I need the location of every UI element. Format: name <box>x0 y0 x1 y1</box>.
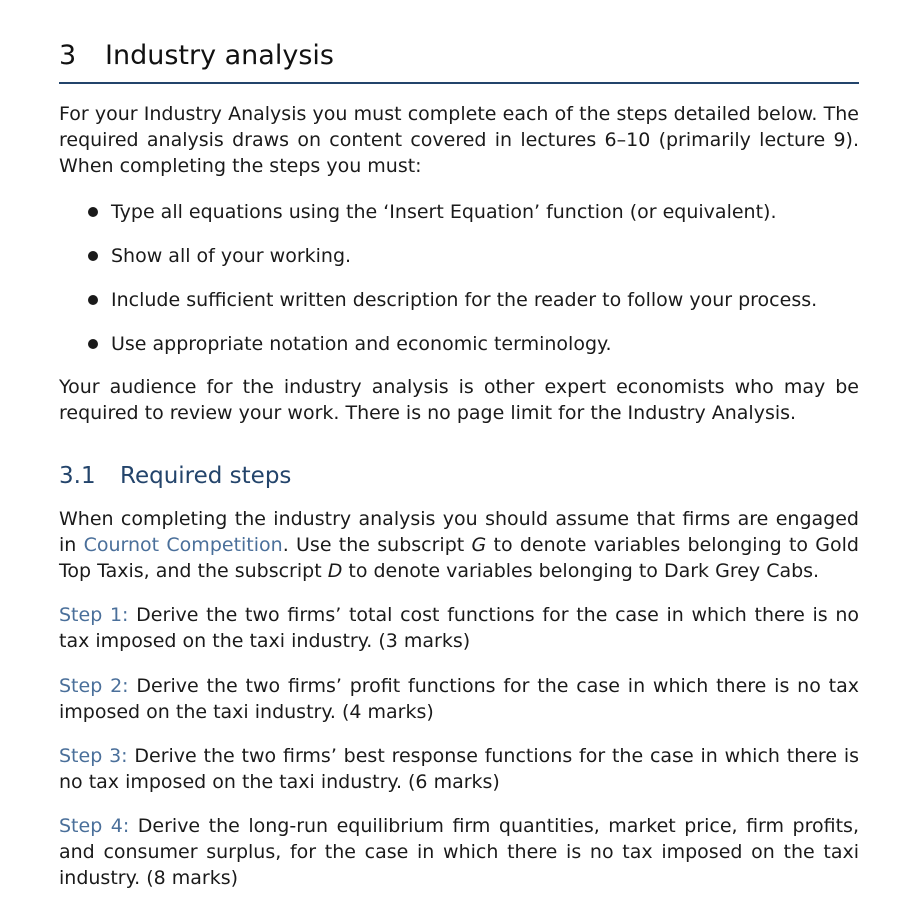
subsection-title: Required steps <box>120 463 292 489</box>
list-item <box>59 331 859 375</box>
step-4-label[interactable]: Step 4: <box>59 815 130 837</box>
step-4 <box>59 813 859 891</box>
list-item-text: Type all equations using the ‘Insert Equation’ function (or equivalent). <box>111 201 777 223</box>
assumption-text: . Use the subscript <box>282 534 472 556</box>
cournot-competition-link[interactable]: Cournot Competition <box>83 534 283 556</box>
bullet-icon <box>88 339 98 349</box>
assumption-text: to denote variables belonging to Dark Grey Cabs. <box>342 560 820 582</box>
assumption-text: to denote variables belonging to Gold Top Taxis, and the subscript <box>59 534 859 582</box>
bullet-icon <box>88 207 98 217</box>
section-heading <box>59 38 859 84</box>
list-item-text: Include sufficient written description for the reader to follow your process. <box>111 289 818 311</box>
subscript-d: D <box>327 560 343 582</box>
step-3 <box>59 743 859 795</box>
section-title: Industry analysis <box>105 40 334 71</box>
subsection-number: 3.1 <box>59 463 96 489</box>
step-2-label[interactable]: Step 2: <box>59 675 129 697</box>
assumption-paragraph <box>59 506 859 584</box>
step-1-text: Derive the two firms’ total cost functions for the case in which there is no tax imposed on the taxi industry. (3 marks) <box>59 604 860 652</box>
step-4-text: Derive the long-run equilibrium firm quantities, market price, firm profits, and consumer surplus, for the case in which there is no tax imposed on the taxi industry. (8 marks) <box>59 815 859 889</box>
step-3-label[interactable]: Step 3: <box>59 745 128 767</box>
list-item <box>59 243 859 287</box>
subsection-heading <box>59 460 291 492</box>
list-item <box>59 199 859 243</box>
step-2-text: Derive the two firms’ profit functions for the case in which there is no tax imposed on the taxi industry. (4 marks) <box>59 675 860 723</box>
list-item <box>59 287 859 331</box>
list-item-text: Show all of your working. <box>111 245 352 267</box>
step-1 <box>59 602 859 654</box>
step-2 <box>59 673 859 725</box>
assumption-text: When completing the industry analysis you should assume that firms are engaged in <box>59 508 859 556</box>
bullet-icon <box>88 251 98 261</box>
requirements-list <box>59 199 859 375</box>
section-number: 3 <box>59 40 77 71</box>
bullet-icon <box>88 295 98 305</box>
list-item-text: Use appropriate notation and economic terminology. <box>111 333 612 355</box>
audience-paragraph: Your audience for the industry analysis is other expert economists who may be required to review your work. There is no page limit for the Industry Analysis. <box>59 376 859 424</box>
subscript-g: G <box>471 534 487 556</box>
intro-paragraph: For your Industry Analysis you must complete each of the steps detailed below. The required analysis draws on content covered in lectures 6–10 (primarily lecture 9). When completing the steps you must: <box>59 103 859 177</box>
step-1-label[interactable]: Step 1: <box>59 604 129 626</box>
step-3-text: Derive the two firms’ best response functions for the case in which there is no tax imposed on the taxi industry. (6 marks) <box>59 745 860 793</box>
